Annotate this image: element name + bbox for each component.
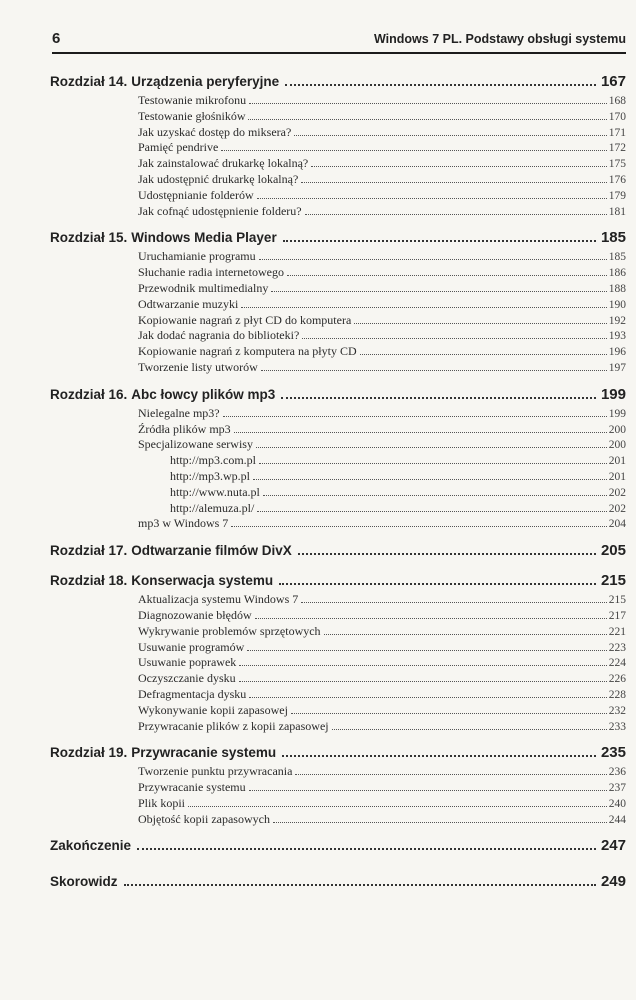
section-title: Plik kopii	[138, 795, 186, 810]
dot-leader	[239, 665, 606, 666]
section-title: Specjalizowane serwisy	[138, 437, 253, 452]
section-page-number: 188	[608, 282, 626, 295]
dot-leader	[256, 447, 607, 448]
section-entry[interactable]	[138, 93, 626, 109]
chapter-heading[interactable]	[50, 73, 626, 93]
dot-leader	[360, 354, 607, 355]
dot-leader	[261, 370, 607, 371]
dot-leader	[354, 323, 606, 324]
chapter-title: Odtwarzanie filmów DivX	[131, 543, 292, 559]
chapter-label: Rozdział 15.	[50, 230, 128, 246]
section-title: http://mp3.wp.pl	[170, 468, 251, 483]
section-page-number: 244	[608, 813, 626, 826]
dot-leader	[241, 307, 606, 308]
section-page-number: 181	[608, 205, 626, 218]
section-entry[interactable]	[138, 437, 626, 453]
section-title: Słuchanie radia internetowego	[138, 265, 284, 280]
section-title: Kopiowanie nagrań z płyt CD do komputera	[138, 312, 352, 327]
section-title: Jak cofnąć udostępnienie folderu?	[138, 203, 302, 218]
section-page-number: 175	[608, 158, 626, 171]
section-entry[interactable]	[138, 344, 626, 360]
section-list	[50, 592, 626, 734]
backmatter-entry[interactable]	[50, 873, 626, 893]
dot-leader	[301, 182, 606, 183]
section-page-number: 232	[608, 704, 626, 717]
chapter-page-number: 185	[600, 229, 626, 247]
dot-leader	[291, 713, 607, 714]
dot-leader	[249, 697, 606, 698]
section-page-number: 172	[608, 142, 626, 155]
section-entry[interactable]	[138, 265, 626, 281]
chapter-heading[interactable]	[50, 386, 626, 406]
chapter-label: Rozdział 14.	[50, 74, 128, 89]
section-page-number: 200	[608, 423, 626, 436]
section-entry[interactable]	[138, 608, 626, 624]
section-title: Tworzenie punktu przywracania	[138, 764, 293, 779]
section-list	[50, 406, 626, 532]
section-page-number: 228	[608, 688, 626, 701]
section-page-number: 224	[608, 657, 626, 670]
section-page-number: 192	[608, 314, 626, 327]
section-entry[interactable]	[138, 703, 626, 719]
section-title: Źródła plików mp3	[138, 421, 231, 436]
section-title: Usuwanie poprawek	[138, 655, 237, 670]
section-page-number: 233	[608, 720, 626, 733]
chapter-heading[interactable]	[50, 572, 626, 592]
page-number: 6	[52, 30, 61, 47]
dot-leader	[253, 479, 607, 480]
section-entry[interactable]	[138, 764, 626, 780]
dot-leader	[295, 774, 606, 775]
section-page-number: 223	[608, 641, 626, 654]
backmatter-entry[interactable]	[50, 837, 626, 857]
section-title: Diagnozowanie błędów	[138, 607, 252, 622]
dot-leader	[257, 198, 607, 199]
dot-leader	[324, 634, 607, 635]
chapter-title: Przywracanie systemu	[131, 745, 277, 761]
section-title: Oczyszczanie dysku	[138, 671, 236, 686]
section-title: Objętość kopii zapasowych	[138, 811, 270, 826]
chapter-page-number: 235	[600, 744, 626, 762]
chapter-page-number: 215	[600, 572, 626, 590]
section-page-number: 221	[608, 625, 626, 638]
section-title: Jak udostępnić drukarkę lokalną?	[138, 171, 299, 186]
section-page-number: 170	[608, 110, 626, 123]
section-entry[interactable]	[138, 406, 626, 422]
section-entry[interactable]	[138, 796, 626, 812]
section-page-number: 185	[608, 251, 626, 264]
chapter-title: Urządzenia peryferyjne	[131, 74, 280, 89]
section-title: Pamięć pendrive	[138, 140, 219, 155]
section-page-number: 171	[608, 126, 626, 139]
dot-leader	[285, 84, 596, 86]
dot-leader	[247, 650, 606, 651]
chapter-heading[interactable]	[50, 542, 626, 562]
table-of-contents	[50, 73, 626, 909]
section-title: Tworzenie listy utworów	[138, 359, 258, 374]
section-page-number: 236	[608, 766, 626, 779]
dot-leader	[279, 583, 596, 585]
section-page-number: 202	[608, 502, 626, 515]
backmatter	[50, 837, 626, 893]
section-title: Kopiowanie nagrań z komputera na płyty CD	[138, 344, 357, 359]
chapter-block	[50, 229, 626, 375]
section-entry[interactable]	[138, 109, 626, 125]
section-title: Przywracanie plików z kopii zapasowej	[138, 718, 329, 733]
section-title: mp3 w Windows 7	[138, 516, 229, 531]
section-title: http://www.nuta.pl	[170, 484, 260, 499]
chapter-block	[50, 386, 626, 532]
section-title: Uruchamianie programu	[138, 249, 256, 264]
dot-leader	[281, 397, 596, 399]
dot-leader	[249, 790, 607, 791]
section-page-number: 179	[608, 189, 626, 202]
section-title: Przewodnik multimedialny	[138, 280, 269, 295]
dot-leader	[311, 166, 606, 167]
dot-leader	[223, 416, 607, 417]
dot-leader	[298, 553, 596, 555]
section-page-number: 201	[608, 455, 626, 468]
running-title: Windows 7 PL. Podstawy obsługi systemu	[373, 32, 626, 46]
section-entry[interactable]	[138, 655, 626, 671]
section-page-number: 240	[608, 797, 626, 810]
chapter-title: Windows Media Player	[131, 230, 277, 246]
dot-leader	[259, 463, 607, 464]
section-list	[50, 93, 626, 219]
section-entry[interactable]	[138, 172, 626, 188]
chapter-block	[50, 572, 626, 734]
section-title: Jak uzyskać dostęp do miksera?	[138, 124, 292, 139]
chapter-heading[interactable]	[50, 744, 626, 764]
section-title: Udostępnianie folderów	[138, 187, 254, 202]
section-title: Testowanie głośników	[138, 108, 246, 123]
subsection-entry[interactable]	[138, 501, 626, 517]
section-page-number: 193	[608, 330, 626, 343]
dot-leader	[231, 526, 606, 527]
section-list	[50, 764, 626, 827]
section-title: Jak dodać nagrania do biblioteki?	[138, 328, 300, 343]
section-title: Wykonywanie kopii zapasowej	[138, 702, 288, 717]
chapter-label: Rozdział 18.	[50, 573, 128, 589]
section-title: Usuwanie programów	[138, 639, 245, 654]
section-entry[interactable]	[138, 671, 626, 687]
section-entry[interactable]	[138, 780, 626, 796]
section-title: Nielegalne mp3?	[138, 405, 220, 420]
section-title: Odtwarzanie muzyki	[138, 296, 239, 311]
chapter-block	[50, 73, 626, 219]
page-header	[52, 30, 626, 54]
dot-leader	[294, 135, 606, 136]
section-page-number: 204	[608, 518, 626, 531]
dot-leader	[283, 240, 596, 242]
dot-leader	[234, 432, 607, 433]
dot-leader	[249, 103, 607, 104]
dot-leader	[137, 848, 596, 850]
dot-leader	[259, 259, 607, 260]
section-page-number: 176	[608, 173, 626, 186]
section-title: Testowanie mikrofonu	[138, 93, 247, 107]
section-title: Przywracanie systemu	[138, 780, 246, 795]
dot-leader	[287, 275, 607, 276]
dot-leader	[188, 806, 607, 807]
section-title: Wykrywanie problemów sprzętowych	[138, 623, 321, 638]
dot-leader	[282, 755, 596, 757]
section-page-number: 217	[608, 609, 626, 622]
section-title: http://mp3.com.pl	[170, 453, 256, 468]
section-list	[50, 249, 626, 375]
chapter-label: Rozdział 19.	[50, 745, 128, 761]
section-page-number: 201	[608, 470, 626, 483]
section-entry[interactable]	[138, 328, 626, 344]
section-entry[interactable]	[138, 687, 626, 703]
section-entry[interactable]	[138, 719, 626, 735]
section-page-number: 202	[608, 486, 626, 499]
section-entry[interactable]	[138, 204, 626, 220]
section-title: Defragmentacja dysku	[138, 686, 247, 701]
chapter-heading[interactable]	[50, 229, 626, 249]
backmatter-title: Skorowidz	[50, 874, 118, 890]
section-entry[interactable]	[138, 281, 626, 297]
section-page-number: 237	[608, 782, 626, 795]
dot-leader	[255, 618, 607, 619]
dot-leader	[273, 822, 607, 823]
section-entry[interactable]	[138, 125, 626, 141]
dot-leader	[332, 729, 607, 730]
backmatter-page-number: 247	[600, 837, 626, 855]
dot-leader	[239, 681, 607, 682]
backmatter-page-number: 249	[600, 873, 626, 891]
section-entry[interactable]	[138, 140, 626, 156]
backmatter-title: Zakończenie	[50, 838, 132, 854]
section-page-number: 197	[608, 361, 626, 374]
dot-leader	[271, 291, 606, 292]
section-page-number: 168	[608, 95, 626, 107]
section-entry[interactable]	[138, 156, 626, 172]
dot-leader	[221, 150, 606, 151]
section-entry[interactable]	[138, 360, 626, 376]
dot-leader	[301, 602, 606, 603]
section-entry[interactable]	[138, 188, 626, 204]
chapter-title: Konserwacja systemu	[131, 573, 274, 589]
section-entry[interactable]	[138, 592, 626, 608]
section-entry[interactable]	[138, 812, 626, 828]
subsection-entry[interactable]	[138, 485, 626, 501]
chapter-label: Rozdział 17.	[50, 543, 128, 559]
section-title: Aktualizacja systemu Windows 7	[138, 592, 299, 607]
section-title: http://alemuza.pl/	[170, 500, 255, 515]
section-entry[interactable]	[138, 422, 626, 438]
chapter-label: Rozdział 16.	[50, 386, 128, 402]
chapter-page-number: 199	[600, 385, 626, 403]
dot-leader	[248, 119, 606, 120]
section-entry[interactable]	[138, 313, 626, 329]
chapter-page-number: 205	[600, 542, 626, 560]
section-page-number: 200	[608, 439, 626, 452]
dot-leader	[263, 495, 607, 496]
section-page-number: 196	[608, 346, 626, 359]
chapter-page-number: 167	[600, 73, 626, 90]
chapter-title: Abc łowcy plików mp3	[131, 386, 276, 402]
dot-leader	[302, 338, 606, 339]
section-title: Jak zainstalować drukarkę lokalną?	[138, 156, 309, 171]
subsection-entry[interactable]	[138, 453, 626, 469]
section-page-number: 190	[608, 298, 626, 311]
section-entry[interactable]	[138, 516, 626, 532]
subsection-entry[interactable]	[138, 469, 626, 485]
dot-leader	[305, 214, 607, 215]
dot-leader	[124, 884, 596, 886]
dot-leader	[257, 511, 606, 512]
section-entry[interactable]	[138, 640, 626, 656]
section-page-number: 215	[608, 594, 626, 607]
section-entry[interactable]	[138, 624, 626, 640]
chapter-block	[50, 744, 626, 827]
section-page-number: 199	[608, 407, 626, 420]
chapter-block	[50, 542, 626, 562]
section-entry[interactable]	[138, 249, 626, 265]
section-entry[interactable]	[138, 297, 626, 313]
section-page-number: 186	[608, 267, 626, 280]
section-page-number: 226	[608, 673, 626, 686]
